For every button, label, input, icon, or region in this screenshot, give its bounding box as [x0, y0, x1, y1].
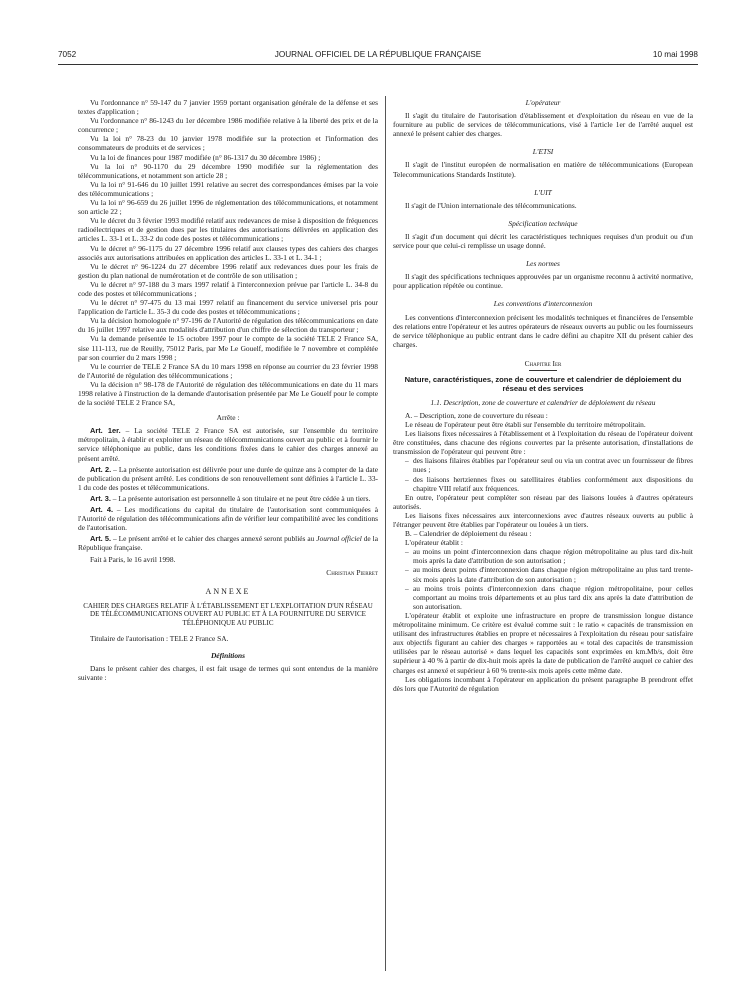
article-paragraph — [78, 534, 378, 552]
article-text: – Le présent arrêté et le cahier des charges annexé seront publiés au — [111, 534, 317, 544]
fait-a-paris: Fait à Paris, le 16 avril 1998. — [90, 554, 176, 564]
article-text: – La présente autorisation est délivrée pour une durée de quinze ans à compter de la date de publication du présent arrêté. Les conditions de son renouvellement sont définies à l'article L. 33-1 du code des postes et télécommunications. — [78, 464, 378, 492]
calendar-list — [393, 547, 693, 611]
list-item: – au moins trois points d'interconnexion dans chaque région métropolitaine, pour celles comportant au moins trois départements et au plus tard dix ans après la date d'attribution de son autorisation. — [405, 584, 693, 611]
article-paragraph — [78, 426, 378, 462]
visa-paragraph: Vu la décision n° 98-178 de l'Autorité de régulation des télécommunications en date du 11 mars 1998 relative à l'instruction de la demande d'autorisation présentée par Me Le Gouelf pour le compte de la société TELE 2 France SA, — [78, 379, 378, 408]
visa-paragraph: Vu la loi de finances pour 1987 modifiée (n° 86-1317 du 30 décembre 1986) ; — [90, 152, 321, 162]
visa-paragraph: Vu le décret du 3 février 1993 modifié relatif aux redevances de mise à disposition de fréquences radioélectriques et de gestion dues par les titulaires des autorisations délivrées en application des articles L. 33-1 et L. 33-2 du code des postes et télécommunications ; — [78, 216, 378, 244]
article-label: Art. 2. — [90, 464, 112, 474]
article-label: Art. 4. — [90, 505, 114, 515]
article-label: Art. 3. — [90, 493, 111, 503]
paragraph-outre: En outre, l'opérateur peut compléter son réseau par des liaisons louées à d'autres opérateurs autorisés. — [393, 492, 693, 511]
paragraph-obligations: Les obligations incombant à l'opérateur en application du présent paragraphe B prendront effet dès lors que l'Autorité de régulation — [393, 674, 693, 693]
chapter-rule — [529, 370, 557, 371]
annexe-title: ANNEXE — [205, 586, 251, 596]
definition-text: Il s'agit d'un document qui décrit les caractéristiques techniques requises d'un produit ou d'un service pour que celui-ci remplisse un usage donné. — [393, 231, 693, 251]
section-title: 1.1. Description, zone de couverture et calendrier de déploiement du réseau — [430, 397, 656, 407]
article-text-after: de la République française. — [78, 534, 378, 553]
article-label: Art. 5. — [90, 534, 112, 544]
definition-text: Il s'agit de l'Union internationale des télécommunications. — [405, 200, 577, 210]
visa-paragraph: Vu le courrier de TELE 2 France SA du 10 mars 1998 en réponse au courrier du 23 février 1998 de l'Autorité de régulation des télécommunications ; — [78, 361, 378, 380]
header-rule — [58, 64, 698, 65]
journal-title: JOURNAL OFFICIEL DE LA RÉPUBLIQUE FRANÇAISE — [274, 50, 482, 59]
visa-paragraph: Vu le décret n° 96-1175 du 27 décembre 1996 relatif aux clauses types des cahiers des charges associés aux autorisations attribuées en application des articles L. 33-1 et L. 34-1 ; — [78, 243, 378, 262]
list-item: – des liaisons hertziennes fixes ou satellitaires établies conformément aux dispositions du chapitre VIII relatif aux fréquences. — [405, 475, 693, 493]
visa-paragraph: Vu la décision homologuée n° 97-196 de l'Autorité de régulation des télécommunications en date du 16 juillet 1997 relative aux modalités d'attribution d'un chiffre de sélection du transporteur ; — [78, 316, 378, 335]
visa-paragraph: Vu le décret n° 96-1224 du 27 décembre 1996 relatif aux redevances dues pour les frais de gestion du plan national de numérotation et de contrôle de son utilisation ; — [78, 261, 378, 280]
point-b: B. – Calendrier de déploiement du réseau : — [405, 529, 532, 539]
visa-paragraph: Vu la loi n° 90-1170 du 29 décembre 1990 modifiée sur la réglementation des télécommunications, et notamment son article 28 ; — [78, 161, 378, 180]
article-text: – Les modifications du capital du titulaire de l'autorisation sont communiquées à l'Autorité de régulation des télécommunications afin de vérifier leur compatibilité avec les conditions de l'autorisation. — [78, 505, 378, 533]
cahier-title: CAHIER DES CHARGES RELATIF À L'ÉTABLISSEMENT ET L'EXPLOITATION D'UN RÉSEAU DE TÉLÉCOMMUNICATIONS OUVERT AU PUBLIC ET À LA FOURNITURE DU SERVICE TÉLÉPHONIQUE AU PUBLIC — [83, 601, 373, 627]
definition-term: Les normes — [526, 259, 560, 269]
visa-paragraph: Vu le décret n° 97-475 du 13 mai 1997 relatif au financement du service universel pris pour l'application de l'article L. 35-3 du code des postes et télécommunications ; — [78, 298, 378, 317]
visa-paragraph: Vu la loi n° 96-659 du 26 juillet 1996 de réglementation des télécommunications, et notamment son article 22 ; — [78, 198, 378, 217]
chapter-title: Nature, caractéristiques, zone de couverture et calendrier de déploiement du réseau et des services — [404, 374, 682, 394]
point-a: A. – Description, zone de couverture du réseau : — [405, 410, 548, 420]
definition-text: Les conventions d'interconnexion précisent les modalités techniques et financières de l'ensemble des relations entre l'opérateur et les autres opérateurs de réseaux ouverts au public ou les fournisseurs de service téléphonique au public entrant dans le cadre défini au chapitre XII du présent cahier des charges. — [393, 312, 693, 349]
article-text: – La société TELE 2 France SA est autorisée, sur l'ensemble du territoire métropolitain, à établir et exploiter un réseau de télécommunications ouvert au public et à fournir le service téléphonique au public, dans les conditions fixées dans le cahier des charges annexé au présent arrêté. — [78, 426, 378, 463]
article-italic: Journal officiel — [316, 534, 362, 544]
visa-paragraph: Vu la demande présentée le 15 octobre 1997 pour le compte de la société TELE 2 France SA, sise 111-113, rue de Reuilly, 75012 Paris, par Me Le Gouelf, modifiée le 7 novembre et complétée par son courrier du 2 mars 1998 ; — [78, 334, 378, 362]
signature: Christian Pierret — [326, 567, 378, 577]
definition-term: L'ETSI — [532, 147, 554, 157]
paragraph-interconnexion: Les liaisons fixes nécessaires aux interconnexions avec d'autres réseaux ouverts au public à l'étranger peuvent être établies par l'opérateur ou louées à un tiers. — [393, 510, 693, 529]
chapter-label: Chapitre Ier — [524, 358, 562, 368]
articles-list — [78, 426, 378, 552]
paragraph-reseau: Le réseau de l'opérateur peut être établi sur l'ensemble du territoire métropolitain. — [405, 419, 646, 429]
visa-paragraph: Vu la loi n° 78-23 du 10 janvier 1978 modifiée sur la protection et l'information des consommateurs de produits et de services ; — [78, 134, 378, 153]
visa-paragraph: Vu le décret n° 97-188 du 3 mars 1997 relatif à l'interconnexion prévue par l'article L. 34-8 du code des postes et télécommunications ; — [78, 279, 378, 298]
left-column — [78, 98, 378, 682]
article-paragraph — [78, 494, 378, 503]
titulaire: Titulaire de l'autorisation : TELE 2 France SA. — [90, 633, 229, 643]
visa-paragraph: Vu la loi n° 91-646 du 10 juillet 1991 relative au secret des correspondances émises par la voie des télécommunications ; — [78, 179, 378, 198]
column-divider — [385, 96, 386, 971]
definitions-list — [393, 98, 693, 349]
paragraph-etablit: L'opérateur établit : — [405, 538, 463, 548]
definitions-intro: Dans le présent cahier des charges, il est fait usage de termes qui sont entendus de la manière suivante : — [78, 663, 378, 682]
definition-term: Spécification technique — [508, 218, 578, 228]
right-column — [393, 98, 693, 693]
issue-date: 10 mai 1998 — [652, 50, 698, 59]
visa-paragraph: Vu l'ordonnance n° 86-1243 du 1er décembre 1986 modifiée relative à la liberté des prix et de la concurrence ; — [78, 116, 378, 135]
list-item: – au moins un point d'interconnexion dans chaque région métropolitaine au plus tard dix-huit mois après la date d'attribution de son autorisation ; — [405, 547, 693, 565]
visa-paragraph: Vu l'ordonnance n° 59-147 du 7 janvier 1959 portant organisation générale de la défense et ses textes d'application ; — [78, 98, 378, 117]
page-header — [58, 50, 698, 64]
article-text: – La présente autorisation est personnelle à son titulaire et ne peut être cédée à un tiers. — [110, 493, 371, 503]
definition-term: Les conventions d'interconnexion — [493, 299, 593, 309]
definition-text: Il s'agit du titulaire de l'autorisation d'établissement et d'exploitation du réseau en vue de la fourniture au public de services de télécommunications, visé à l'article 1er de l'arrêté auquel est annexé le présent cahier des charges. — [393, 111, 693, 139]
visas-list — [78, 98, 378, 407]
article-paragraph — [78, 465, 378, 492]
definitions-title: Définitions — [210, 650, 246, 660]
article-label: Art. 1er. — [90, 426, 121, 436]
definition-term: L'opérateur — [525, 98, 561, 107]
article-paragraph — [78, 505, 378, 532]
definition-text: Il s'agit des spécifications techniques approuvées par un organisme reconnu à activité normative, pour application répétée ou continue. — [393, 272, 693, 291]
page-number: 7052 — [58, 50, 77, 59]
liaisons-list — [393, 456, 693, 492]
paragraph-infrastructure: L'opérateur établit et exploite une infrastructure en propre de transmission longue distance métropolitaine minimum. Ce critère est évalué comme suit : le ratio « capacités de transmission en utilisant des infrastructures établies en propre et nécessaires à l'exploitation du réseau pour satisfaire aux objectifs figurant au cahier des charges » rapportées au « total des capacités de transmission utilisées par le réseau autorisé » dans lequel les capacités sont exprimées en km.Mb/s, doit être supérieur à 40 % à partir de dix-huit mois après la date de publication de l'arrêté auquel ce cahier des charges est annexé et supérieur à 60 % trente-six mois après cette même date. — [393, 610, 693, 675]
paragraph-liaisons: Les liaisons fixes nécessaires à l'établissement et à l'exploitation du réseau de l'opérateur doivent être constituées, dans chacune des régions couvertes par la présente autorisation, d'installations de transmission de l'opérateur qui peuvent être : — [393, 429, 693, 457]
list-item: – des liaisons filaires établies par l'opérateur seul ou via un contrat avec un fournisseur de fibres nues ; — [405, 456, 693, 474]
definition-text: Il s'agit de l'institut européen de normalisation en matière de télécommunications (European Telecommunications Standards Institute). — [393, 160, 693, 179]
definition-term: L'UIT — [534, 187, 552, 197]
list-item: – au moins deux points d'interconnexion dans chaque région métropolitaine au plus tard trente-six mois après la date d'attribution de son autorisation ; — [405, 565, 693, 583]
arrete-heading: Arrête : — [216, 413, 240, 423]
